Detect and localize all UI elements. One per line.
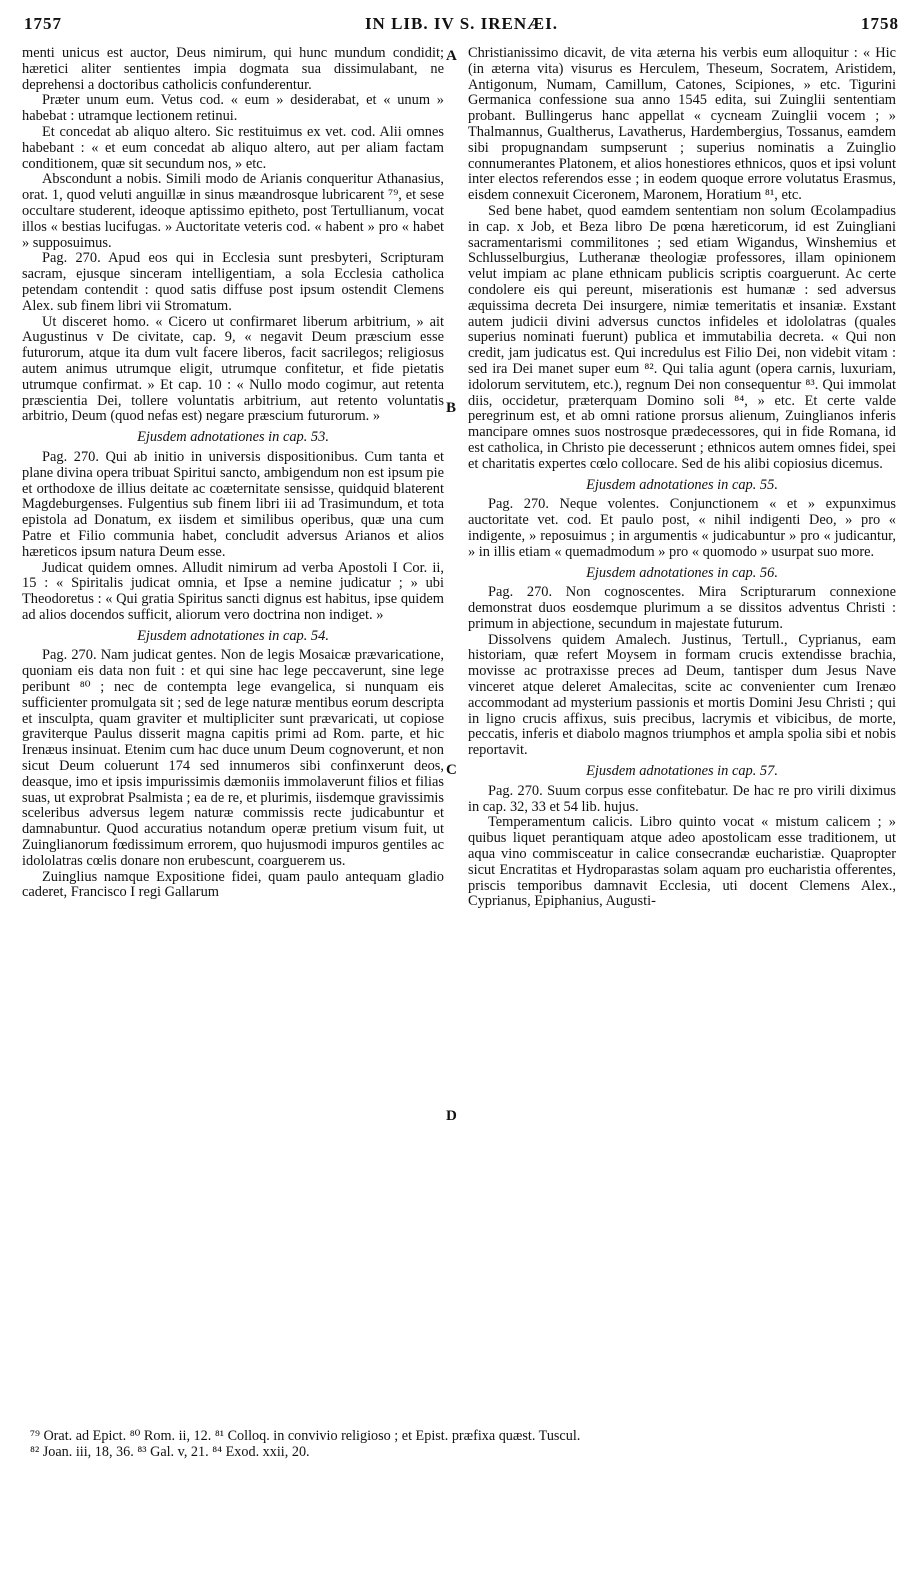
paragraph: menti unicus est auctor, Deus nimirum, qui hunc mundum condidit; hæretici aliter sentientes impia dogmata sua dissimulabant, ne deprehensi a doctoribus catholicis confunderentur. [22, 45, 444, 93]
page-header [24, 14, 899, 38]
right-column [468, 46, 896, 910]
paragraph: Abscondunt a nobis. Simili modo de Arianis conqueritur Athanasius, orat. 1, quod veluti anguillæ in sinus mæandrosque lubricarent ⁷⁹, et sese occultare studerent, ideoque aptissimo epitheto, post Tertullianum, vocat illos « bestias lucifugas. » Auctoritate veteris cod. « habent » pro « habet » supposuimus. [22, 171, 444, 251]
footnotes [30, 1428, 899, 1460]
margin-marker-b: B [446, 400, 457, 416]
page-number-left: 1757 [24, 14, 62, 33]
paragraph: Pag. 270. Nam judicat gentes. Non de legis Mosaicæ prævaricatione, quoniam eis data non fuit : et qui sine hac lege peccaverunt, sine lege peribunt ⁸⁰ ; nec de contempta lege evangelica, si nunquam eis sufficienter promulgata sit ; sed de lege naturæ mentibus eorum descripta et insculpta, quam graviter et multipliciter sunt prævaricati, ut copiose graviterque Paulus disserit magna capitis primi ad Rom. parte, et hic Irenæus insinuat. Etenim cum hac duce unum Deum cognoverunt, et non sicut Deum coluerunt 174 sed innumeros sibi confinxerunt deos, deasque, imo et ipsis impurissimis dæmoniis immolaverunt filios et filias suas, ut exprobrat Psalmista ; ea de re, et plurimis, iisdemque gravissimis sceleribus adversus legem naturæ commissis recte judicabuntur et damnabuntur. Quod accuratius notandum operæ pretium visum fuit, ut Zuinglianorum fœdissimum errorem, quo hujusmodi impuros gentiles ac idololatras cœlis donare non erubescunt, coarguerem us. [22, 647, 444, 869]
paragraph: Sed bene habet, quod eamdem sententiam non solum Œcolampadius in cap. x Job, et Beza libro De pœna hæreticorum, id est Zuingliani sacramentarismi commilitones ; sed etiam Wigandus, Winshemius et Schlusselburgius, Lutheranæ theologiæ professores, illam opinionem velut impiam ac plane ethnicam publicis scriptis coarguerunt. Ac certe condolere eis qui pereunt, miserationis est humanæ : sed adversus æquissima decreta Dei insurgere, nimiæ temeritatis et insaniæ. Exstant autem judicii divini adversus cunctos infideles et idololatras (quales superius nominati fuerunt) publica et immutabilia decreta. « Qui non credit, jam judicatus est. Qui incredulus est Filio Dei, non videbit vitam : sed ira Dei manet super eum ⁸². Qui talia agunt (opera carnis, luxuriam, idolorum servitutem, etc.), regnum Dei non consequentur ⁸³. Qui immolat diis, occidetur, præterquam Domino soli ⁸⁴, » etc. Et certe valde peregrinum est, et ab omni ratione prorsus alienum, Zuinglianos inferis mancipare omnes suos nostrosque prædecessores, qui in fide Romana, id est catholica, in Christo pie decesserunt ; ethnicos autem omnes fidei, spei et charitatis expertes cœlo collocare. Sed de his alibi copiosius dicemus. [468, 202, 896, 472]
section-heading: Ejusdem adnotationes in cap. 54. [137, 627, 329, 644]
paragraph: Dissolvens quidem Amalech. Justinus, Tertull., Cyprianus, eam historiam, quæ refert Moysem in formam crucis extendisse brachia, movisse ac protraxisse preces ad Deum, tantisper dum Jesus Nave vinceret atque deleret Amalecitas, scite ac convenienter cum Irenæo accommodant ad mysterium passionis et mortis Domini Jesu Christi ; qui in ligno crucis affixus, suis precibus, lacrymis et vibicibus, de morte, peccatis, inferis et diabolo magnos triumphos et ampla spolia sibi et nobis reportavit. [468, 631, 896, 759]
margin-marker-d: D [446, 1108, 457, 1124]
footnote-line: ⁸² Joan. iii, 18, 36. ⁸³ Gal. v, 21. ⁸⁴ Exod. xxii, 20. [30, 1444, 310, 1460]
paragraph: Pag. 270. Neque volentes. Conjunctionem « et » expunximus auctoritate vet. cod. Et paulo post, « nihil indigenti Deo, » pro « indigente, » reposuimus ; in argumentis « judicabuntur » pro « judicantur, » in illis etiam « quemadmodum » pro « quomodo » usurpat suo more. [468, 496, 896, 560]
page-number-right: 1758 [861, 14, 899, 33]
section-heading: Ejusdem adnotationes in cap. 55. [586, 476, 778, 493]
paragraph: Et concedat ab aliquo altero. Sic restituimus ex vet. cod. Alii omnes habebant : « et eum concedat ab aliquo altero, aut per aliam factam conditionem, quæ sit secundum nos, » etc. [22, 123, 444, 172]
margin-marker-c: C [446, 762, 457, 778]
left-column [22, 46, 444, 901]
paragraph: Pag. 270. Qui ab initio in universis dispositionibus. Cum tanta et plane divina opera tribuat Spiritui sancto, ambigendum non est ipsum pie et orthodoxe de illius deitate ac coæternitate sensisse, quidquid blaterent Magdeburgenses. Fulgentius sub finem libri iii ad Trasimundum, et tota epistola ad Donatum, ex iisdem et similibus operibus, quæ una cum Patre et Filio communia habet, concludit adversus Arianos et alios hæreticos ipsum natura Deum esse. [22, 448, 444, 560]
paragraph: Pag. 270. Apud eos qui in Ecclesia sunt presbyteri, Scripturam sacram, ejusque sinceram intelligentiam, a sola Ecclesia catholica petendam contendit : quod satis diffuse post ipsum ostendit Clemens Alex. sub finem libri vii Stromatum. [22, 250, 444, 314]
paragraph: Judicat quidem omnes. Alludit nimirum ad verba Apostoli I Cor. ii, 15 : « Spiritalis judicat omnia, et Ipse a nemine judicatur ; » ubi Theodoretus : « Qui gratia Spiritus sancti dignus est habitus, ipse quidem ad alios docendos sufficit, aliorum vero doctrina non indiget. » [22, 559, 444, 623]
paragraph: Christianissimo dicavit, de vita æterna his verbis eum alloquitur : « Hic (in æterna vita) visurus es Herculem, Theseum, Socratem, Aristidem, Antigonum, Numam, Camillum, Catones, Scipiones, » etc. Tigurini Germanica confessione sua anno 1545 edita, sui Zuinglii sententiam probant. Bullingerus hanc appellat « cycneam Zuinglii vocem ; » Thalmannus, Gualtherus, Lavatherus, Hardembergius, Tossanus, eamdem sibi propugnandam sumpserunt ; superius nominatis a Zuinglio connumerantes Platonem, et alios honestiores ethnicos, quos et ipsi volunt inter electos referendos esse ; in eodem quoque errore volutatus Erasmus, eisdem connexuit Ciceronem, Maronem, Horatium ⁸¹, etc. [468, 45, 896, 204]
paragraph: Pag. 270. Suum corpus esse confitebatur. De hac re pro virili diximus in cap. 32, 33 et 54 lib. hujus. [468, 782, 896, 815]
footnote-line: ⁷⁹ Orat. ad Epict. ⁸⁰ Rom. ii, 12. ⁸¹ Colloq. in convivio religioso ; et Epist. præfixa quæst. Tuscul. [30, 1428, 581, 1444]
section-heading: Ejusdem adnotationes in cap. 57. [586, 763, 778, 780]
paragraph: Præter unum eum. Vetus cod. « eum » desiderabat, et « unum » habebat : utramque lectionem retinui. [22, 92, 444, 125]
margin-marker-a: A [446, 48, 457, 64]
section-heading: Ejusdem adnotationes in cap. 53. [137, 429, 329, 446]
paragraph: Pag. 270. Non cognoscentes. Mira Scripturarum connexione demonstrat duos eosdemque plurimum a se dissitos adventus Christi : primum in abjectione, secundum in majestate futurum. [468, 584, 896, 632]
paragraph: Temperamentum calicis. Libro quinto vocat « mistum calicem ; » quibus liquet perantiquam atque adeo apostolicam esse traditionem, ut aqua vino commisceatur in calice consecrandæ eucharistiæ. Quapropter sicut Encratitas et Hydroparastas solam aquam pro eucharistia offerentes, priscis temporibus damnavit Ecclesia, uti docent Clemens Alex., Cyprianus, Epiphanius, Augusti- [468, 814, 896, 910]
running-title: IN LIB. IV S. IRENÆI. [364, 14, 559, 33]
section-heading: Ejusdem adnotationes in cap. 56. [586, 564, 778, 581]
paragraph: Zuinglius namque Expositione fidei, quam paulo antequam gladio caderet, Francisco I regi Gallarum [22, 868, 444, 901]
paragraph: Ut disceret homo. « Cicero ut confirmaret liberum arbitrium, » ait Augustinus v De civitate, cap. 9, « negavit Deum præscium esse futurorum, atque ita dum vult facere liberos, facit sacrilegos; religiosus autem animus utrumque eligit, utrumque confitetur, et fide pietatis utrumque confirmat. » Et cap. 10 : « Nullo modo cogimur, aut retenta præscientia Dei, tollere voluntatis arbitrium, aut retento voluntatis arbitrio, Deum (quod nefas est) negare præscium futurorum. » [22, 313, 444, 425]
